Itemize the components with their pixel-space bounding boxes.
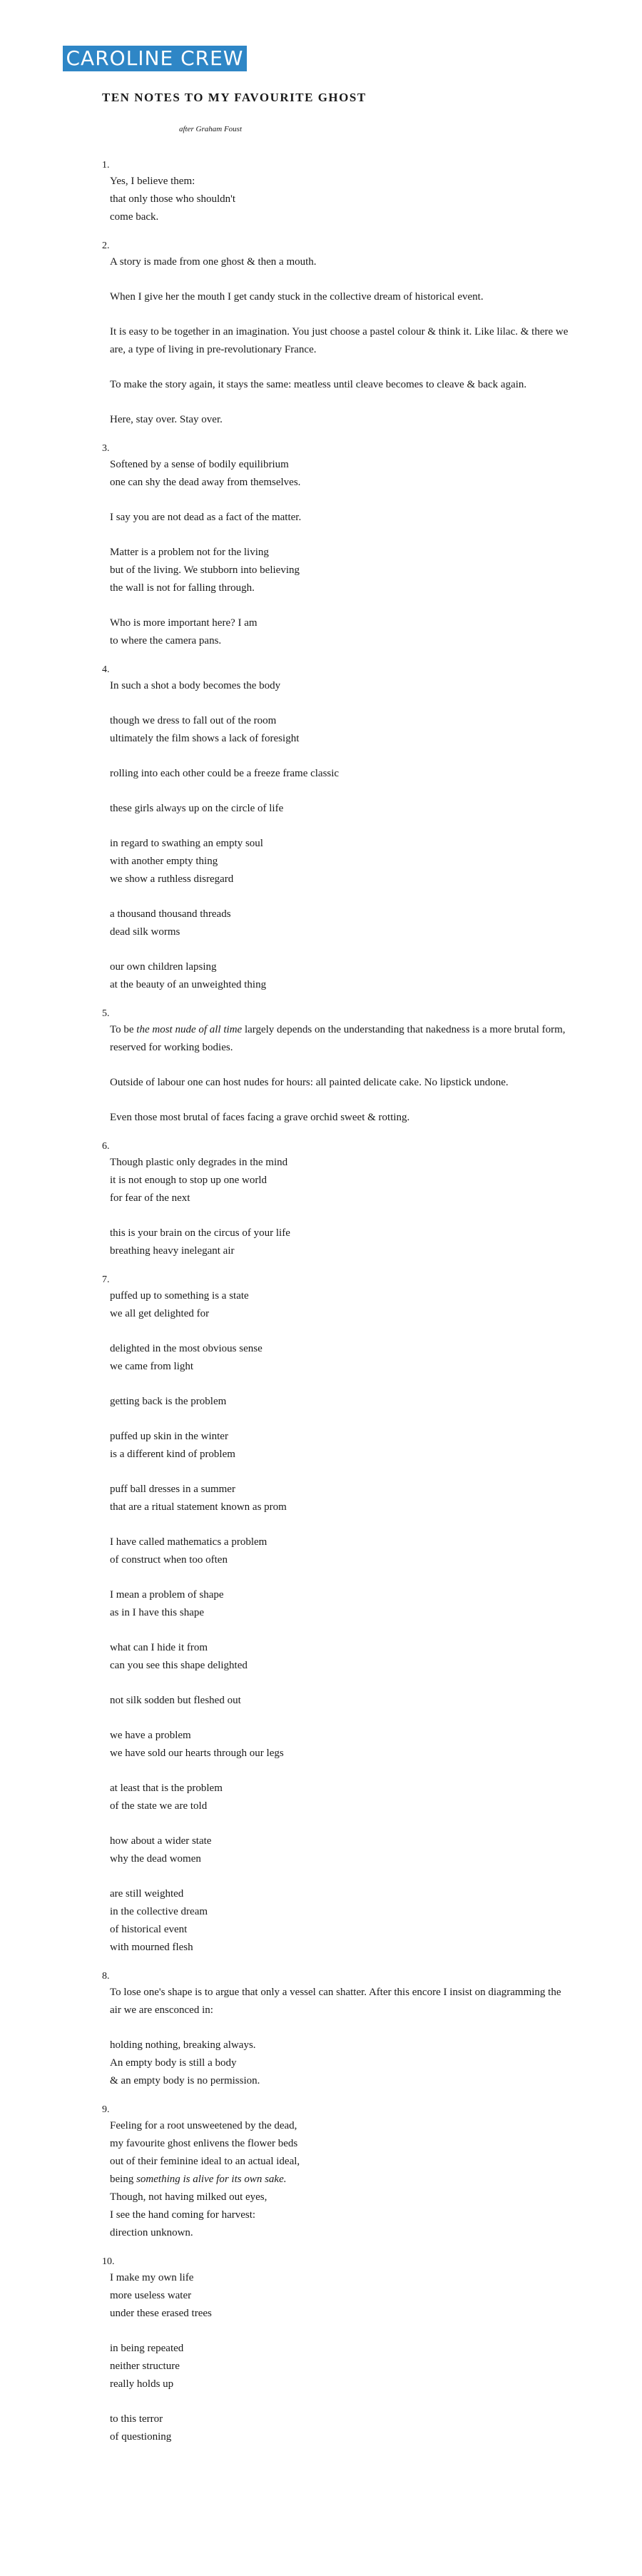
poem-line: delighted in the most obvious sense: [110, 1343, 263, 1354]
poem-line: Who is more important here? I am: [110, 617, 258, 629]
poem-line: I make my own life: [110, 2272, 194, 2283]
poem-line: Softened by a sense of bodily equilibrium: [110, 459, 289, 470]
poem-line: in regard to swathing an empty soul: [110, 838, 263, 849]
stanza: [110, 1832, 573, 1868]
poem-line: breathing heavy inelegant air: [110, 1245, 235, 1257]
poem-section: [102, 158, 573, 226]
poem-section: [102, 1140, 573, 1260]
section-number: 5.: [102, 1008, 110, 1019]
poem-line: really holds up: [110, 2378, 174, 2390]
poem-line: I see the hand coming for harvest:: [110, 2209, 256, 2221]
poem-line: of construct when too often: [110, 1554, 228, 1566]
stanza: [110, 1533, 573, 1569]
stanza: [110, 2410, 573, 2446]
poem-section: [102, 2103, 573, 2242]
poem-dedication: after Graham Foust: [179, 125, 242, 133]
poem-line: puffed up skin in the winter: [110, 1431, 228, 1442]
poem-line: in being repeated: [110, 2343, 184, 2354]
poem-line: Outside of labour one can host nudes for hours: all painted delicate cake. No lipstick undone.: [110, 1077, 509, 1088]
poem-section: [102, 1969, 573, 2090]
poem-line: our own children lapsing: [110, 961, 217, 973]
poem-line: for fear of the next: [110, 1192, 190, 1204]
poem-title: TEN NOTES TO MY FAVOURITE GHOST: [102, 91, 367, 104]
section-number: 8.: [102, 1971, 110, 1982]
poem-line: Matter is a problem not for the living: [110, 547, 269, 558]
stanza: [110, 323, 573, 359]
poem-line: puffed up to something is a state: [110, 1290, 249, 1302]
section-number: 4.: [102, 664, 110, 675]
poem-line: in the collective dream: [110, 1906, 208, 1917]
poem-line: not silk sodden but fleshed out: [110, 1695, 241, 1706]
section-number: 9.: [102, 2104, 110, 2115]
stanza: [110, 509, 573, 527]
stanza: [110, 765, 573, 783]
poem-section: [102, 2255, 573, 2446]
poem-line: one can shy the dead away from themselves.: [110, 477, 301, 488]
poem-section: [102, 442, 573, 650]
stanza: [110, 1639, 573, 1675]
poem-line: of historical event: [110, 1924, 188, 1935]
poem-section: [102, 1273, 573, 1957]
stanza: [110, 288, 573, 306]
poem-line: that are a ritual statement known as prom: [110, 1501, 287, 1513]
poem-line: with mourned flesh: [110, 1942, 193, 1953]
stanza: [110, 411, 573, 429]
poem-line: & an empty body is no permission.: [110, 2075, 260, 2086]
poem-body: [102, 158, 573, 2459]
poem-line: Here, stay over. Stay over.: [110, 414, 223, 425]
poem-line: at the beauty of an unweighted thing: [110, 979, 267, 990]
stanza: [110, 1428, 573, 1464]
poem-line: more useless water: [110, 2290, 192, 2301]
stanza: [110, 906, 573, 941]
section-number: 10.: [102, 2256, 115, 2267]
stanza: [110, 1984, 573, 2019]
poem-line: To lose one's shape is to argue that only a vessel can shatter. After this encore I insist on diagramming the air we are ensconced in:: [110, 1987, 561, 2016]
stanza: [110, 800, 573, 818]
stanza: [110, 1154, 573, 1207]
stanza: [110, 1109, 573, 1127]
stanza: [110, 1885, 573, 1957]
poem-line: as in I have this shape: [110, 1607, 205, 1618]
poem-line: In such a shot a body becomes the body: [110, 680, 281, 691]
poem-line: we have sold our hearts through our legs: [110, 1748, 284, 1759]
poem-line: I have called mathematics a problem: [110, 1536, 268, 1548]
stanza: [110, 1340, 573, 1376]
poem-line: rolling into each other could be a freeze frame classic: [110, 768, 340, 779]
stanza: [110, 2037, 573, 2090]
poem-line: can you see this shape delighted: [110, 1660, 248, 1671]
stanza: [110, 1393, 573, 1411]
poem-line: holding nothing, breaking always.: [110, 2039, 256, 2051]
poem-line: we have a problem: [110, 1730, 191, 1741]
poem-line: Though plastic only degrades in the mind: [110, 1157, 288, 1168]
poem-line: I mean a problem of shape: [110, 1589, 224, 1601]
section-number: 1.: [102, 160, 110, 171]
poem-line: my favourite ghost enlivens the flower beds: [110, 2138, 298, 2149]
poem-line: being something is alive for its own sake.: [110, 2174, 287, 2185]
stanza: [110, 1727, 573, 1763]
poem-line: To make the story again, it stays the same: meatless until cleave becomes to cleave & back again.: [110, 379, 527, 390]
poem-line: but of the living. We stubborn into believing: [110, 564, 300, 576]
stanza: [110, 677, 573, 695]
poem-line: of questioning: [110, 2431, 172, 2443]
stanza: [110, 173, 573, 226]
poem-line: dead silk worms: [110, 926, 180, 938]
stanza: [110, 1021, 573, 1057]
poem-line: under these erased trees: [110, 2308, 212, 2319]
poem-section: [102, 1007, 573, 1127]
poem-line: these girls always up on the circle of life: [110, 803, 284, 814]
poem-line: is a different kind of problem: [110, 1449, 235, 1460]
stanza: [110, 456, 573, 492]
poem-line: puff ball dresses in a summer: [110, 1484, 235, 1495]
poem-line: a thousand thousand threads: [110, 908, 231, 920]
stanza: [110, 1287, 573, 1323]
stanza: [110, 614, 573, 650]
poem-line: what can I hide it from: [110, 1642, 208, 1653]
poem-line: we show a ruthless disregard: [110, 873, 234, 885]
poem-line: To be the most nude of all time largely depends on the understanding that nakedness is a more brutal form, reserved for working bodies.: [110, 1024, 566, 1053]
poem-line: out of their feminine ideal to an actual ideal,: [110, 2156, 300, 2167]
poem-line: we came from light: [110, 1361, 194, 1372]
poem-line: how about a wider state: [110, 1835, 212, 1847]
poem-line: we all get delighted for: [110, 1308, 210, 1319]
poem-line: When I give her the mouth I get candy stuck in the collective dream of historical event.: [110, 291, 484, 303]
poem-line: Yes, I believe them:: [110, 176, 195, 187]
stanza: [110, 958, 573, 994]
poem-line: direction unknown.: [110, 2227, 193, 2238]
stanza: [110, 376, 573, 394]
poem-line: An empty body is still a body: [110, 2057, 237, 2069]
poem-section: [102, 663, 573, 994]
stanza: [110, 1224, 573, 1260]
poem-line: that only those who shouldn't: [110, 193, 236, 205]
stanza: [110, 1481, 573, 1516]
poem-line: I say you are not dead as a fact of the matter.: [110, 512, 302, 523]
poem-line: A story is made from one ghost & then a mouth.: [110, 256, 317, 268]
site-logo[interactable]: CAROLINE CREW: [63, 46, 247, 71]
poem-line: to where the camera pans.: [110, 635, 222, 646]
poem-line: Though, not having milked out eyes,: [110, 2191, 268, 2203]
stanza: [110, 2340, 573, 2393]
stanza: [110, 1692, 573, 1710]
stanza: [110, 2117, 573, 2242]
poem-line: to this terror: [110, 2413, 163, 2425]
poem-line: ultimately the film shows a lack of foresight: [110, 733, 300, 744]
poem-line: this is your brain on the circus of your life: [110, 1227, 290, 1239]
poem-line: it is not enough to stop up one world: [110, 1175, 267, 1186]
poem-line: are still weighted: [110, 1888, 184, 1900]
poem-section: [102, 239, 573, 429]
poem-line: with another empty thing: [110, 856, 218, 867]
stanza: [110, 835, 573, 888]
stanza: [110, 1586, 573, 1622]
stanza: [110, 1780, 573, 1815]
poem-line: neither structure: [110, 2361, 180, 2372]
section-number: 6.: [102, 1141, 110, 1152]
stanza: [110, 712, 573, 748]
poem-line: of the state we are told: [110, 1800, 208, 1812]
stanza: [110, 253, 573, 271]
poem-line: Even those most brutal of faces facing a grave orchid sweet & rotting.: [110, 1112, 410, 1123]
poem-line: come back.: [110, 211, 159, 223]
stanza: [110, 1074, 573, 1092]
stanza: [110, 544, 573, 597]
section-number: 3.: [102, 443, 110, 454]
section-number: 7.: [102, 1274, 110, 1285]
poem-line: at least that is the problem: [110, 1783, 223, 1794]
stanza: [110, 2269, 573, 2323]
poem-line: why the dead women: [110, 1853, 201, 1865]
poem-line: though we dress to fall out of the room: [110, 715, 277, 726]
poem-line: Feeling for a root unsweetened by the dead,: [110, 2120, 297, 2131]
section-number: 2.: [102, 240, 110, 251]
poem-line: It is easy to be together in an imagination. You just choose a pastel colour & think it. Like lilac. & there we are, a type of living in pre-revolutionary France.: [110, 326, 569, 355]
poem-line: the wall is not for falling through.: [110, 582, 255, 594]
poem-line: getting back is the problem: [110, 1396, 227, 1407]
